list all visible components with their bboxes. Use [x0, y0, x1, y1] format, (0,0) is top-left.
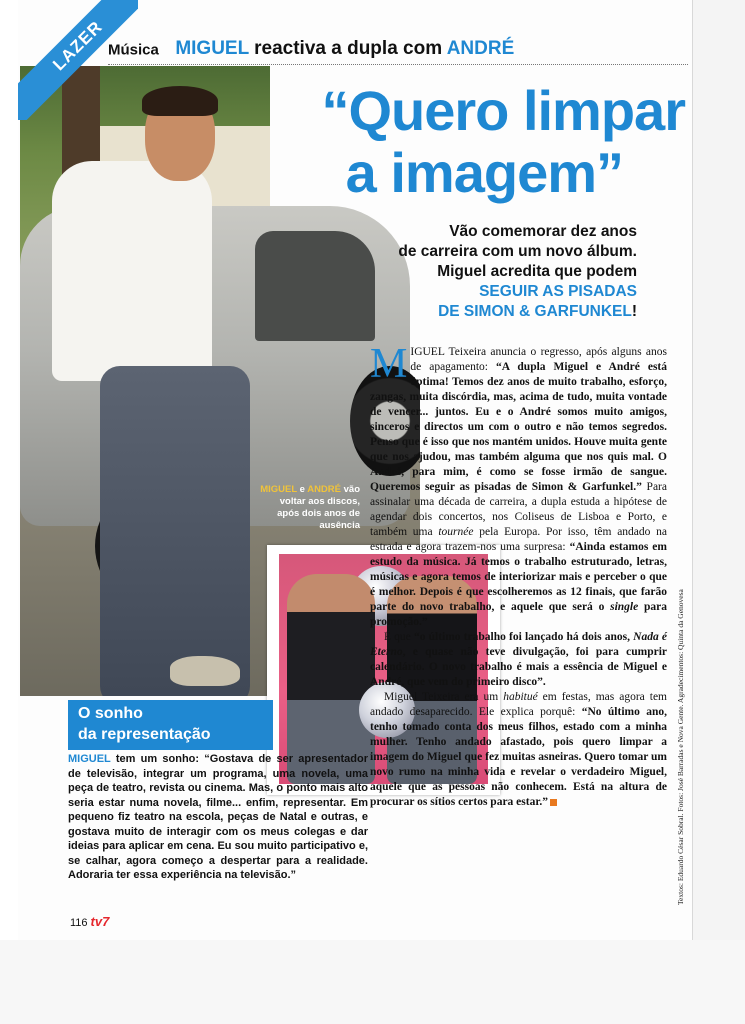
caption-conjunction: e — [296, 484, 308, 495]
article-quote: para promoção.” — [370, 601, 668, 628]
deck-line-3: Miguel acredita que podem — [437, 263, 637, 280]
caption-text: vão voltar aos discos, após dois anos de ausência — [277, 484, 360, 531]
article-body — [370, 341, 668, 810]
article-text: É que — [384, 631, 414, 643]
article-paragraph-3 — [370, 690, 667, 810]
sidebar-title-line-2: da representação — [78, 726, 211, 743]
sidebar-body — [68, 752, 368, 883]
article-quote: “No último ano, tenho tomado conta dos meus filhos, estado com a minha mulher. Tenho andado afastado, pois quero limpar a imagem do Miguel que fez muitas asneiras. Quero tomar um novo rumo na minha vida e revelar o verdadeiro Miguel, aquele que as pessoas não conhecem. Está na altura de procurar os sítios certos para estar.” — [370, 706, 667, 808]
deck-line-5-end: ! — [631, 303, 637, 320]
caption-name-andre: ANDRÉ — [307, 484, 341, 495]
article-paragraph-1 — [370, 341, 668, 630]
headline-line-1: “Quero limpar — [321, 79, 685, 142]
article-text: Miguel Teixeira era um — [384, 691, 504, 703]
photo-white-shirt — [52, 161, 212, 381]
article-text: IGUEL Teixeira anuncia o regresso, após alguns anos de apagamento: — [410, 346, 667, 373]
photo-jeans — [100, 366, 250, 696]
page-number: 116 — [70, 917, 88, 929]
end-of-article-icon — [550, 799, 557, 806]
headline — [245, 80, 685, 204]
article-quote: , e quase não teve divulgação, foi para cumprir calendário. O novo trabalho é mais a essência de Miguel e André, que vem do primeiro disco”. — [370, 646, 667, 688]
header-name-miguel: MIGUEL — [175, 38, 249, 59]
deck-line-4: SEGUIR AS PISADAS — [479, 283, 637, 300]
sidebar-text: tem um sonho: “Gostava de ser apresentador de televisão, integrar um programa, uma novela, uma peça de teatro, revista ou cinema. Mas, o ponto mais alto seria estar numa novela, filme... enfim, representar. Em pequeno fiz teatro na escola, peças de Natal e outras, e gostava muito de interagir com os meus colegas e dar ideias para aplicar em cena. Eu sou muito participativo e, se calhar, agora começo a despertar para a realidade. Adoraria ter essa experiência na televisão.” — [68, 753, 368, 881]
article-italic: single — [610, 601, 639, 613]
article-header — [108, 38, 688, 64]
header-title-middle: reactiva a dupla com — [248, 38, 447, 59]
section-label: LAZER — [49, 17, 107, 75]
magazine-logo: tv7 — [90, 914, 110, 929]
deck-line-5: DE SIMON & GARFUNKEL — [438, 303, 632, 320]
photo-caption — [260, 484, 360, 532]
photo-shoes — [170, 656, 240, 686]
drop-cap: M — [370, 341, 408, 387]
page-margin-bottom — [0, 940, 745, 1024]
photo-car-window — [255, 231, 375, 341]
article-text: Para assinalar uma década de carreira, a dupla estuda a hipótese de agendar dois concertos, nos Coliseus de Lisboa e Porto, e também uma — [370, 481, 667, 538]
article-italic: tournée — [438, 526, 474, 538]
deck-subheadline — [375, 222, 637, 322]
article-quote: “A dupla Miguel e André está óptima! Temos dez anos de muito trabalho, esforço, zangas, muita discórdia, mas, acima de tudo, muita vontade de vencer... juntos. Eu e o André somos muito amigos, sinceros e directos um com o outro e não temos segredos. Penso que é isso que nos mantém unidos. Houve muita gente que nos ajudou, mas também alguma que nos quis mal. O André, para mim, é como se fosse irmão de sangue. Queremos seguir as pisadas de Simon & Garfunkel.” — [370, 361, 667, 493]
header-divider — [108, 64, 688, 65]
article-italic: habitué — [503, 691, 538, 703]
caption-name-miguel: MIGUEL — [260, 484, 297, 495]
sidebar-lead-name: MIGUEL — [68, 753, 111, 765]
article-paragraph-2 — [370, 630, 667, 690]
headline-line-2: a imagem” — [345, 141, 623, 204]
album-title: Nada é Eterno — [370, 631, 667, 658]
deck-line-1: Vão comemorar dez anos — [449, 223, 637, 240]
page-folio — [70, 914, 109, 929]
article-text: pela Europa. Por isso, têm andado na estrada e agora trazem-nos uma surpresa: — [370, 526, 668, 553]
article-quote: “Ainda estamos em estudo da música. Já temos o trabalho estruturado, letras, músicas e agora temos de interiorizar mais e perceber o que é melhor. Depois é que escolheremos as 12 finais, que farão parte do novo trabalho, e aquele que será o — [370, 541, 667, 613]
deck-line-2: de carreira com um novo álbum. — [398, 243, 637, 260]
header-name-andre: ANDRÉ — [446, 38, 515, 59]
category-label: Música — [108, 41, 159, 59]
facing-page-edge — [692, 0, 745, 940]
article-text: em festas, mas agora tem andado desaparecido. Ele explica porquê: — [370, 691, 668, 718]
photo-hair — [142, 86, 218, 116]
sidebar-title-line-1: O sonho — [78, 705, 143, 722]
sidebar-title — [78, 703, 273, 745]
photo-credits: Textos: Eduardo César Sobral. Fotos: José Barradas e Nova Gente. Agradecimentos: Quinta da Genovesa — [676, 589, 685, 905]
article-quote: “o último trabalho foi lançado há dois anos, — [413, 631, 634, 643]
